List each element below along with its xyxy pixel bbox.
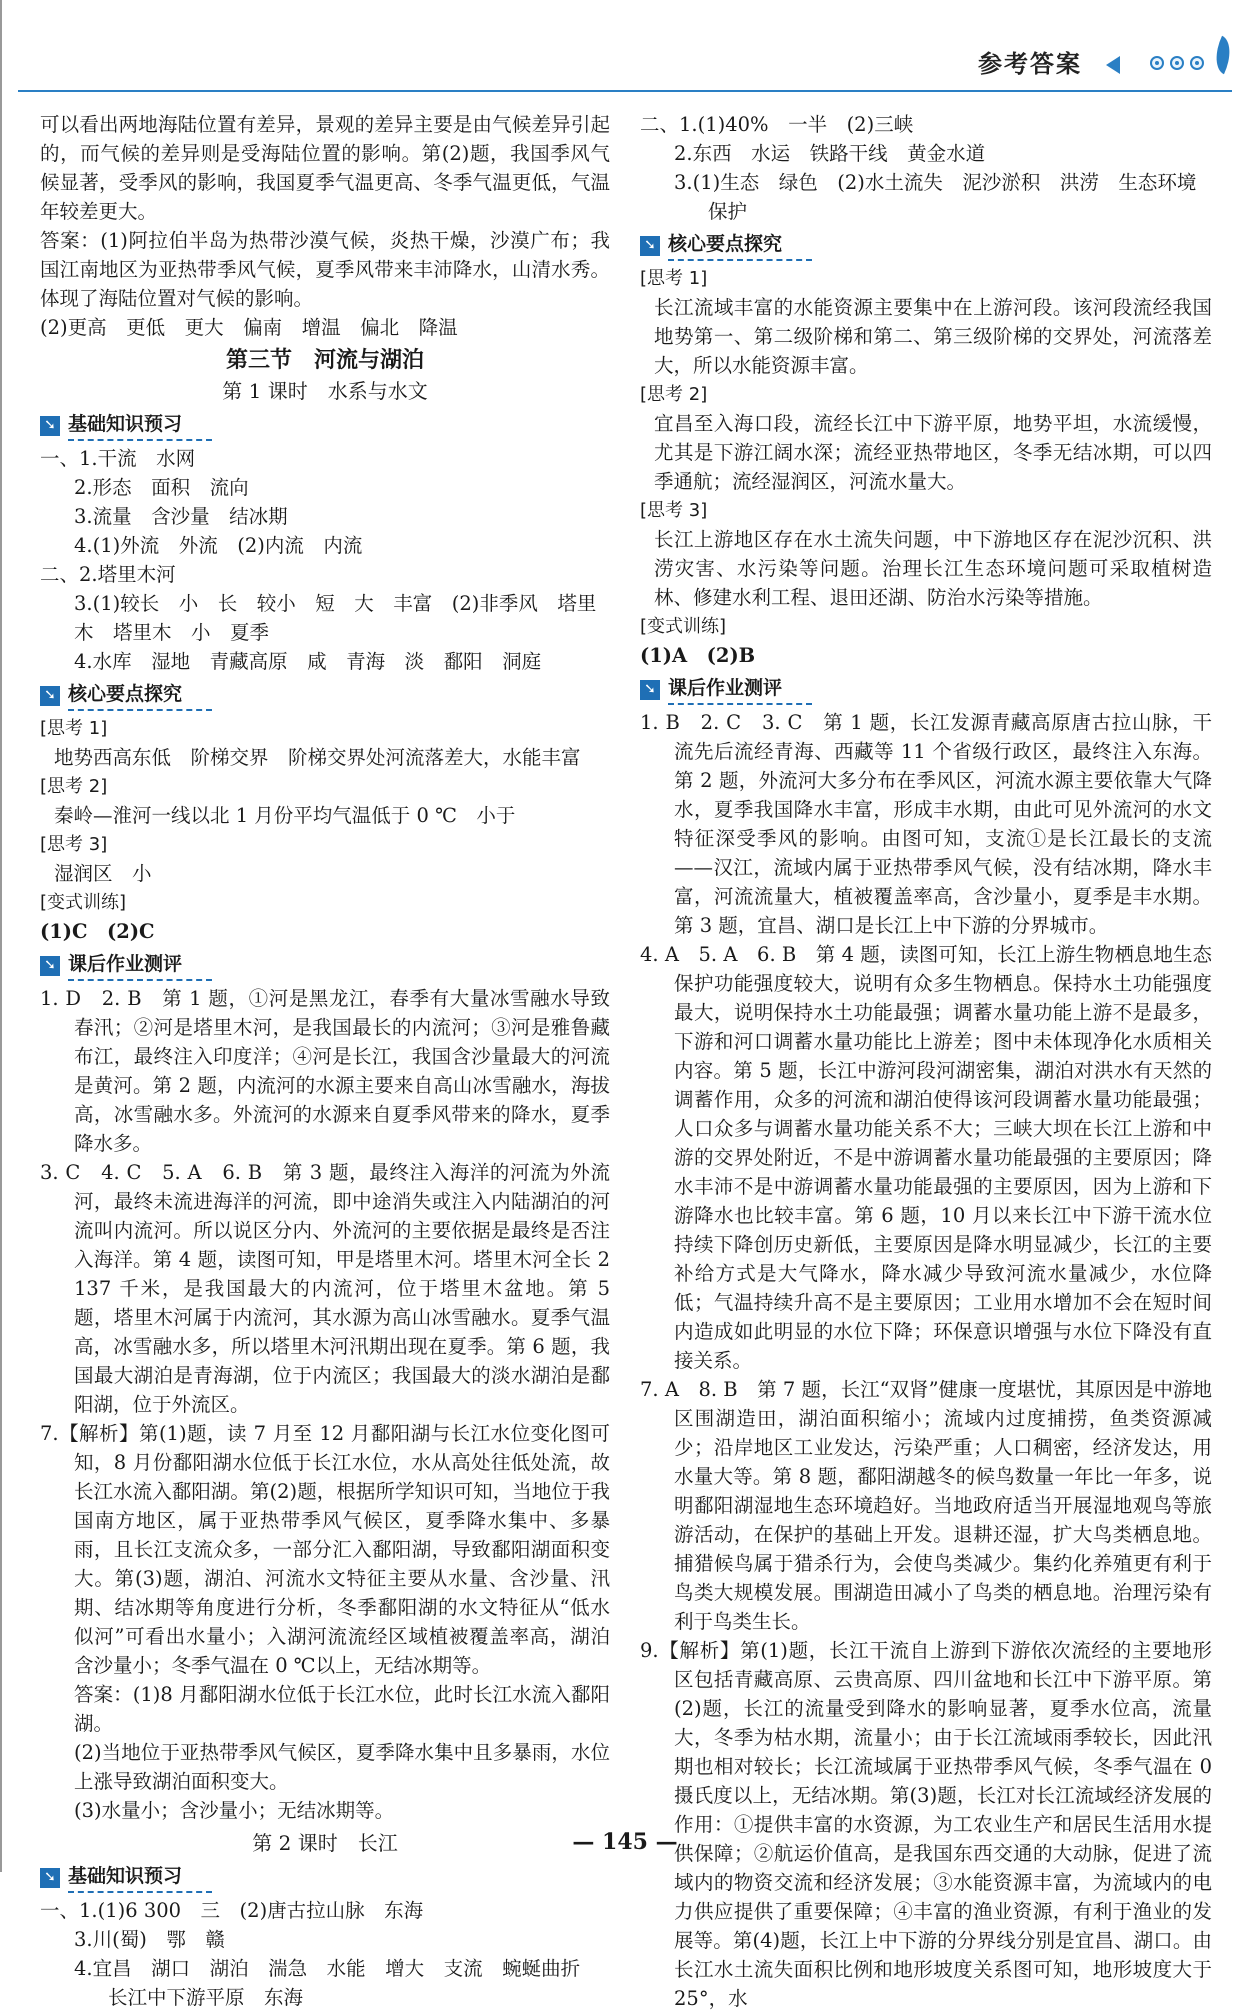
list-item: 3.流量 含沙量 结冰期 xyxy=(74,505,288,528)
arrow-badge-icon: ➘ xyxy=(40,416,60,436)
dot-icon xyxy=(1190,56,1204,70)
think-label: [思考 1] xyxy=(40,718,108,739)
section-title: 第三节 河流与湖泊 xyxy=(225,348,424,373)
think-answer: 宜昌至入海口段，流经长江中下游平原，地势平坦，水流缓慢，尤其是下游江阔水深；流经亚热带地区，冬季无结冰期，可以四季通航；流经湿润区，河流水量大。 xyxy=(654,412,1212,493)
badge-label: 课后作业测评 xyxy=(668,674,812,705)
list-item: 3.(1)较长 小 长 较小 短 大 丰富 (2)非季风 塔里木 塔里木 小 夏季 xyxy=(74,592,597,644)
arrow-badge-icon: ➘ xyxy=(40,956,60,976)
dot-icon xyxy=(1150,56,1164,70)
list-item: 3.川(蜀) 鄂 赣 xyxy=(74,1928,225,1951)
arrow-left-icon xyxy=(1106,56,1120,74)
answer-line: (2)更高 更低 更大 偏南 增温 偏北 降温 xyxy=(40,316,458,339)
think-answer: 秦岭—淮河一线以北 1 月份平均气温低于 0 ℃ 小于 xyxy=(54,804,516,827)
arrow-badge-icon: ➘ xyxy=(40,686,60,706)
leaf-icon xyxy=(1208,36,1239,74)
section-badge xyxy=(640,674,1212,705)
lesson-title: 第 1 课时 水系与水文 xyxy=(222,379,428,403)
badge-label: 核心要点探究 xyxy=(68,680,212,711)
dot-icon xyxy=(1170,56,1184,70)
list-item: 一、1.干流 水网 xyxy=(40,447,196,470)
think-label: [思考 1] xyxy=(640,268,708,289)
section-badge xyxy=(640,230,1212,261)
badge-label: 基础知识预习 xyxy=(68,1862,212,1893)
badge-label: 核心要点探究 xyxy=(668,230,812,261)
list-item: 3.(1)生态 绿色 (2)水土流失 泥沙淤积 洪涝 生态环境保护 xyxy=(674,171,1197,223)
variant-answer: (1)A (2)B xyxy=(640,644,756,667)
think-answer: 长江流域丰富的水能资源主要集中在上游河段。该河段流经我国地势第一、第二级阶梯和第二、第三级阶梯的交界处，河流落差大，所以水能资源丰富。 xyxy=(654,296,1212,377)
left-column xyxy=(40,110,610,2012)
homework-answer: 4. A 5. A 6. B 第 4 题，读图可知，长江上游生物栖息地生态保护功能强度较大，说明有众多生物栖息。保持水土功能强度最大，说明保持水土功能最强；调蓄水量功能上游不是最多，下游和河口调蓄水量功能比上游差；图中未体现净化水质相关内容。第 5 题，长江中游河段河湖密集，湖泊对洪水有天然的调蓄作用，众多的河流和湖泊使得该河段调蓄水量功能最强；人口众多与调蓄水量功能关系不大；三峡大坝在长江上游和中游的交界处附近，不是中游调蓄水量功能最强的主要原因；降水丰沛不是中游调蓄水量功能最强的主要原因，因为上游和下游降水也比较丰富。第 6 题，10 月以来长江中下游干流水位持续下降创历史新低，主要原因是降水明显减少，长江的主要补给方式是大气降水，降水减少导致河流水量减少，水位降低；气温持续升高不是主要原因；工业用水增加不会在短时间内造成如此明显的水位下降；环保意识增强与水位下降没有直接关系。 xyxy=(640,943,1212,1372)
arrow-badge-icon: ➘ xyxy=(40,1868,60,1888)
list-item: 4.(1)外流 外流 (2)内流 内流 xyxy=(74,534,363,557)
homework-answer: 1. B 2. C 3. C 第 1 题，长江发源青藏高原唐古拉山脉，干流先后流经青海、西藏等 11 个省级行政区，最终注入东海。第 2 题，外流河大多分布在季风区，河流水源主要依靠大气降水，夏季我国降水丰富，形成丰水期，由此可见外流河的水文特征深受季风的影响。由图可知，支流①是长江最长的支流——汉江，流域内属于亚热带季风气候，没有结冰期，降水丰富，河流流量大，植被覆盖率高，含沙量小，夏季是丰水期。第 3 题，宜昌、湖口是长江上中下游的分界城市。 xyxy=(640,711,1212,937)
header-title: 参考答案 xyxy=(978,50,1082,78)
homework-answer: 9.【解析】第(1)题，长江干流自上游到下游依次流经的主要地形区包括青藏高原、云贵高原、四川盆地和长江中下游平原。第(2)题，长江的流量受到降水的影响显著，夏季水位高，流量大，冬季为枯水期，流量小；由于长江流域雨季较长，因此汛期也相对较长；长江流域属于亚热带季风气候，冬季气温在 0 摄氏度以上，无结冰期。第(3)题，长江对长江流域经济发展的作用：①提供丰富的水资源，为工农业生产和居民生活用水提供保障；②航运价值高，是我国东西交通的大动脉，促进了流域内的物资交流和经济发展；③水能资源丰富，为流域内的电力供应提供了重要保障；④丰富的渔业资源，有利于渔业的发展等。第(4)题，长江上中下游的分界线分别是宜昌、湖口。由长江水土流失面积比例和地形坡度关系图可知，地形坡度大于 25°，水 xyxy=(640,1639,1212,2010)
homework-answer: 7.【解析】第(1)题，读 7 月至 12 月鄱阳湖与长江水位变化图可知，8 月份鄱阳湖水位低于长江水位，水从高处往低处流，故长江水流入鄱阳湖。第(2)题，根据所学知识可知，当地位于我国南方地区，属于亚热带季风气候区，夏季降水集中、多暴雨，且长江支流众多，一部分汇入鄱阳湖，导致鄱阳湖面积变大。第(3)题，湖泊、河流水文特征主要从水量、含沙量、汛期、结冰期等角度进行分析，冬季鄱阳湖的水文特征从“低水似河”可看出水量小；入湖河流流经区域植被覆盖率高，湖泊含沙量小；冬季气温在 0 ℃以上，无结冰期等。 xyxy=(40,1422,610,1677)
list-item: 二、2.塔里木河 xyxy=(40,563,176,586)
lesson-title: 第 2 课时 长江 xyxy=(252,1831,398,1855)
answer-line: (2)当地位于亚热带季风气候区，夏季降水集中且多暴雨，水位上涨导致湖泊面积变大。 xyxy=(74,1741,610,1793)
dots-decoration xyxy=(1150,56,1204,70)
answer-line: 答案：(1)8 月鄱阳湖水位低于长江水位，此时长江水流入鄱阳湖。 xyxy=(74,1683,610,1735)
think-answer: 湿润区 小 xyxy=(54,862,152,885)
answer-paragraph: 答案：(1)阿拉伯半岛为热带沙漠气候，炎热干燥，沙漠广布；我国江南地区为亚热带季风气候，夏季风带来丰沛降水，山清水秀。体现了海陆位置对气候的影响。 xyxy=(40,229,610,310)
list-item: 2.东西 水运 铁路干线 黄金水道 xyxy=(674,142,986,165)
badge-label: 基础知识预习 xyxy=(68,410,212,441)
homework-answer: 3. C 4. C 5. A 6. B 第 3 题，最终注入海洋的河流为外流河，最终未流进海洋的河流，即中途消失或注入内陆湖泊的河流叫内流河。所以说区分内、外流河的主要依据是最终是否注入海洋。第 4 题，读图可知，甲是塔里木河。塔里木河全长 2 137 千米，是我国最大的内流河，位于塔里木盆地。第 5 题，塔里木河属于内流河，其水源为高山冰雪融水。夏季气温高，冰雪融水多，所以塔里木河汛期出现在夏季。第 6 题，我国最大湖泊是青海湖，位于内流区；我国最大的淡水湖泊是鄱阳湖，位于外流区。 xyxy=(40,1161,610,1416)
section-badge xyxy=(40,680,610,711)
think-label: [思考 2] xyxy=(640,384,708,405)
think-answer: 长江上游地区存在水土流失问题，中下游地区存在泥沙沉积、洪涝灾害、水污染等问题。治理长江生态环境问题可采取植树造林、修建水利工程、退田还湖、防治水污染等措施。 xyxy=(654,528,1212,609)
think-label: [思考 3] xyxy=(640,500,708,521)
variant-label: [变式训练] xyxy=(640,616,727,637)
arrow-badge-icon: ➘ xyxy=(640,236,660,256)
section-badge xyxy=(40,410,610,441)
badge-label: 课后作业测评 xyxy=(68,950,212,981)
list-item: 4.水库 湿地 青藏高原 咸 青海 淡 鄱阳 洞庭 xyxy=(74,650,542,673)
page-edge-line xyxy=(0,0,2,1872)
homework-answer: 7. A 8. B 第 7 题，长江“双肾”健康一度堪忧，其原因是中游地区围湖造田，湖泊面积缩小；流域内过度捕捞，鱼类资源减少；沿岸地区工业发达，污染严重；人口稠密，经济发达，用水量大等。第 8 题，鄱阳湖越冬的候鸟数量一年比一年多，说明鄱阳湖湿地生态环境趋好。当地政府适当开展湿地观鸟等旅游活动，在保护的基础上开发。退耕还湿，扩大鸟类栖息地。捕猎候鸟属于猎杀行为，会使鸟类减少。集约化养殖更有利于鸟类大规模发展。围湖造田减小了鸟类的栖息地。治理污染有利于鸟类生长。 xyxy=(640,1378,1212,1633)
list-item: 一、1.(1)6 300 三 (2)唐古拉山脉 东海 xyxy=(40,1899,424,1922)
intro-paragraph: 可以看出两地海陆位置有差异，景观的差异主要是由气候差异引起的，而气候的差异则是受海陆位置的影响。第(2)题，我国季风气候显著，受季风的影响，我国夏季气温更高、冬季气温更低，气温年较差更大。 xyxy=(40,113,610,223)
list-item: 二、1.(1)40% 一半 (2)三峡 xyxy=(640,113,914,136)
homework-answer: 1. D 2. B 第 1 题，①河是黑龙江，春季有大量冰雪融水导致春汛；②河是塔里木河，是我国最长的内流河；③河是雅鲁藏布江，最终注入印度洋；④河是长江，我国含沙量最大的河流是黄河。第 2 题，内流河的水源主要来自高山冰雪融水，海拔高，冰雪融水多。外流河的水源来自夏季风带来的降水，夏季降水多。 xyxy=(40,987,610,1155)
page-header xyxy=(18,40,1232,92)
right-column xyxy=(640,110,1212,2013)
list-item: 4.宜昌 湖口 湖泊 湍急 水能 增大 支流 蜿蜒曲折 长江中下游平原 东海 xyxy=(74,1957,600,2009)
list-item: 2.形态 面积 流向 xyxy=(74,476,249,499)
header-rule xyxy=(18,90,1232,92)
think-label: [思考 2] xyxy=(40,776,108,797)
think-answer: 地势西高东低 阶梯交界 阶梯交界处河流落差大，水能丰富 xyxy=(54,746,581,769)
section-badge xyxy=(40,1862,610,1893)
variant-label: [变式训练] xyxy=(40,892,127,913)
page-number: — 145 — xyxy=(572,1829,678,1855)
section-badge xyxy=(40,950,610,981)
variant-answer: (1)C (2)C xyxy=(40,920,155,943)
answer-line: (3)水量小；含沙量小；无结冰期等。 xyxy=(74,1799,395,1822)
arrow-badge-icon: ➘ xyxy=(640,680,660,700)
think-label: [思考 3] xyxy=(40,834,108,855)
